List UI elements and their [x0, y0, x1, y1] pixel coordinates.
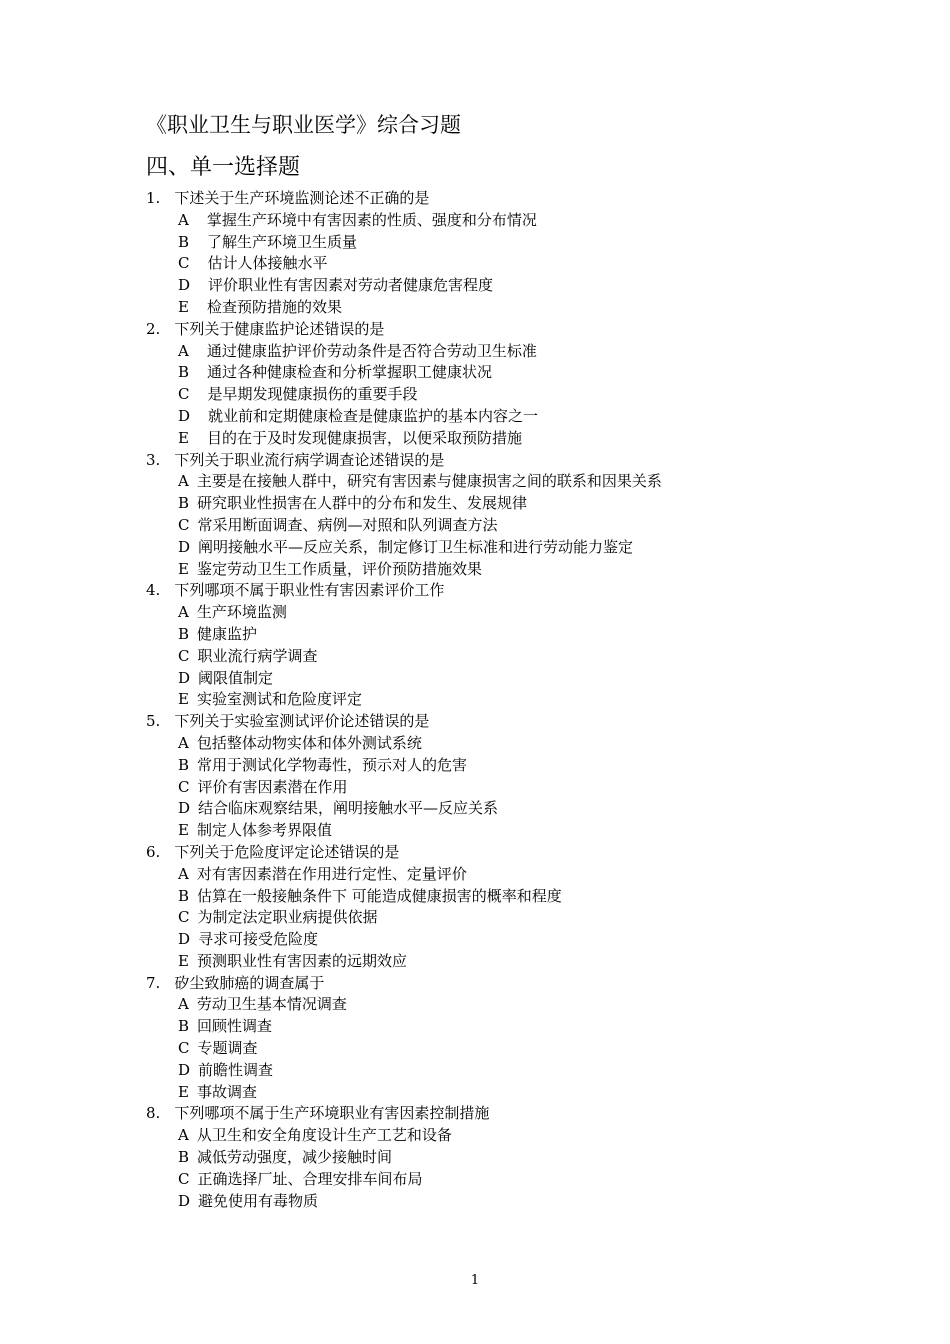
option-text: 评价有害因素潜在作用 — [197, 777, 348, 796]
option-letter: E — [178, 559, 189, 578]
option-text: 通过各种健康检查和分析掌握职工健康状况 — [207, 363, 493, 382]
question-text: 下列关于实验室测试评价论述错误的是 — [174, 712, 430, 731]
option-letter: D — [178, 1060, 191, 1079]
option-text: 评价职业性有害因素对劳动者健康危害程度 — [208, 276, 494, 295]
answer-option — [146, 994, 906, 1016]
question-text: 下列关于健康监护论述错误的是 — [174, 319, 385, 338]
option-text: 通过健康监护评价劳动条件是否符合劳动卫生标准 — [206, 341, 537, 360]
answer-option — [146, 907, 906, 929]
option-letter: E — [178, 1082, 189, 1101]
option-text: 是早期发现健康损伤的重要手段 — [207, 385, 418, 404]
option-text: 结合临床观察结果，阐明接触水平—反应关系 — [198, 799, 499, 818]
option-letter: A — [178, 1126, 189, 1145]
option-text: 常用于测试化学物毒性，预示对人的危害 — [197, 755, 468, 774]
answer-option — [146, 668, 906, 690]
option-letter: C — [178, 254, 190, 273]
option-text: 主要是在接触人群中，研究有害因素与健康损害之间的联系和因果关系 — [196, 472, 662, 491]
option-letter: B — [178, 755, 190, 774]
answer-option — [146, 602, 906, 624]
answer-option — [146, 232, 906, 254]
answer-option — [146, 820, 906, 842]
option-letter: D — [178, 1191, 191, 1210]
question-number: 1. — [146, 189, 161, 207]
option-text: 实验室测试和危险度评定 — [196, 690, 362, 709]
answer-option — [146, 362, 906, 384]
option-text: 估算在一般接触条件下 可能造成健康损害的概率和程度 — [197, 886, 562, 905]
option-letter: B — [178, 232, 190, 251]
option-text: 正确选择厂址、合理安排车间布局 — [197, 1169, 423, 1188]
option-letter: C — [178, 385, 190, 404]
question-text: 下列关于危险度评定论述错误的是 — [174, 842, 400, 861]
option-text: 从卫生和安全角度设计生产工艺和设备 — [196, 1126, 452, 1145]
question-stem — [146, 973, 906, 995]
question-stem — [146, 188, 906, 210]
option-letter: E — [178, 297, 189, 316]
option-letter: C — [178, 1169, 190, 1188]
answer-option — [146, 537, 906, 559]
question-stem — [146, 450, 906, 472]
question-number: 5. — [146, 712, 161, 731]
answer-option — [146, 886, 906, 908]
option-text: 掌握生产环境中有害因素的性质、强度和分布情况 — [206, 210, 537, 229]
option-text: 阈限值制定 — [198, 668, 274, 687]
option-text: 职业流行病学调查 — [197, 646, 318, 665]
option-text: 对有害因素潜在作用进行定性、定量评价 — [196, 864, 467, 883]
answer-option — [146, 428, 906, 450]
question-stem — [146, 842, 906, 864]
document-title: 《职业卫生与职业医学》综合习题 — [146, 113, 461, 137]
answer-option — [146, 624, 906, 646]
question-number: 7. — [146, 973, 161, 992]
option-text: 就业前和定期健康检查是健康监护的基本内容之一 — [208, 406, 539, 425]
option-letter: A — [178, 733, 189, 752]
option-text: 减低劳动强度，减少接触时间 — [197, 1148, 393, 1167]
answer-option — [146, 341, 906, 363]
option-letter: E — [178, 821, 189, 840]
option-letter: D — [178, 537, 191, 556]
answer-option — [146, 733, 906, 755]
option-letter: D — [178, 930, 191, 949]
option-text: 健康监护 — [197, 624, 258, 643]
answer-option — [146, 755, 906, 777]
answer-option — [146, 1125, 906, 1147]
option-letter: A — [178, 603, 189, 622]
option-text: 鉴定劳动卫生工作质量，评价预防措施效果 — [196, 559, 482, 578]
option-letter: C — [178, 1039, 190, 1058]
option-text: 研究职业性损害在人群中的分布和发生、发展规律 — [197, 494, 528, 513]
answer-option — [146, 493, 906, 515]
question-stem — [146, 1103, 906, 1125]
option-text: 寻求可接受危险度 — [198, 930, 319, 949]
question-text: 下述关于生产环境监测论述不正确的是 — [174, 189, 430, 207]
option-letter: C — [178, 515, 190, 534]
option-letter: B — [178, 886, 190, 905]
option-letter: A — [178, 210, 189, 229]
option-letter: E — [178, 690, 189, 709]
option-letter: B — [178, 363, 190, 382]
option-letter: D — [178, 668, 191, 687]
option-letter: B — [178, 1017, 190, 1036]
option-text: 估计人体接触水平 — [207, 254, 328, 273]
option-letter: A — [178, 341, 189, 360]
answer-option — [146, 384, 906, 406]
answer-option — [146, 951, 906, 973]
option-text: 常采用断面调查、病例—对照和队列调查方法 — [197, 515, 498, 534]
answer-option — [146, 798, 906, 820]
option-letter: C — [178, 908, 190, 927]
option-text: 阐明接触水平—反应关系，制定修订卫生标准和进行劳动能力鉴定 — [198, 537, 634, 556]
option-text: 事故调查 — [196, 1082, 257, 1101]
option-text: 前瞻性调查 — [198, 1060, 274, 1079]
option-letter: C — [178, 646, 190, 665]
option-letter: D — [178, 406, 191, 425]
question-number: 2. — [146, 319, 161, 338]
option-text: 了解生产环境卫生质量 — [207, 232, 358, 251]
answer-option — [146, 1082, 906, 1104]
option-text: 预测职业性有害因素的远期效应 — [196, 951, 407, 970]
question-number: 8. — [146, 1104, 161, 1123]
option-text: 劳动卫生基本情况调查 — [196, 995, 347, 1014]
question-text: 下列哪项不属于职业性有害因素评价工作 — [174, 581, 445, 600]
option-letter: E — [178, 428, 189, 447]
answer-option — [146, 253, 906, 275]
answer-option — [146, 559, 906, 581]
option-letter: B — [178, 1148, 190, 1167]
option-letter: A — [178, 864, 189, 883]
option-text: 专题调查 — [197, 1039, 258, 1058]
question-number: 4. — [146, 581, 161, 600]
answer-option — [146, 275, 906, 297]
option-text: 避免使用有毒物质 — [198, 1191, 319, 1210]
question-stem — [146, 319, 906, 341]
answer-option — [146, 210, 906, 232]
answer-option — [146, 1191, 906, 1213]
answer-option — [146, 777, 906, 799]
question-stem — [146, 580, 906, 602]
question-stem — [146, 711, 906, 733]
section-heading: 四、单一选择题 — [146, 155, 301, 180]
option-text: 目的在于及时发现健康损害，以便采取预防措施 — [206, 428, 522, 447]
question-text: 下列哪项不属于生产环境职业有害因素控制措施 — [174, 1104, 490, 1123]
option-letter: A — [178, 995, 189, 1014]
option-text: 回顾性调查 — [197, 1017, 273, 1036]
answer-option — [146, 1038, 906, 1060]
option-text: 包括整体动物实体和体外测试系统 — [196, 733, 422, 752]
answer-option — [146, 646, 906, 668]
answer-option — [146, 297, 906, 319]
question-text: 矽尘致肺癌的调查属于 — [174, 973, 325, 992]
answer-option — [146, 1016, 906, 1038]
option-text: 检查预防措施的效果 — [206, 297, 342, 316]
option-letter: B — [178, 494, 190, 513]
option-letter: E — [178, 951, 189, 970]
answer-option — [146, 1169, 906, 1191]
option-text: 生产环境监测 — [196, 603, 287, 622]
option-text: 为制定法定职业病提供依据 — [197, 908, 378, 927]
option-letter: C — [178, 777, 190, 796]
option-letter: D — [178, 799, 191, 818]
option-text: 制定人体参考界限值 — [196, 821, 332, 840]
answer-option — [146, 406, 906, 428]
option-letter: D — [178, 276, 191, 295]
answer-option — [146, 929, 906, 951]
answer-option — [146, 864, 906, 886]
question-number: 3. — [146, 450, 161, 469]
option-letter: A — [178, 472, 189, 491]
answer-option — [146, 471, 906, 493]
answer-option — [146, 515, 906, 537]
question-list — [146, 188, 906, 1212]
page-number: 1 — [470, 1273, 480, 1288]
answer-option — [146, 689, 906, 711]
answer-option — [146, 1060, 906, 1082]
question-number: 6. — [146, 842, 161, 861]
option-letter: B — [178, 624, 190, 643]
answer-option — [146, 1147, 906, 1169]
question-text: 下列关于职业流行病学调查论述错误的是 — [174, 450, 445, 469]
